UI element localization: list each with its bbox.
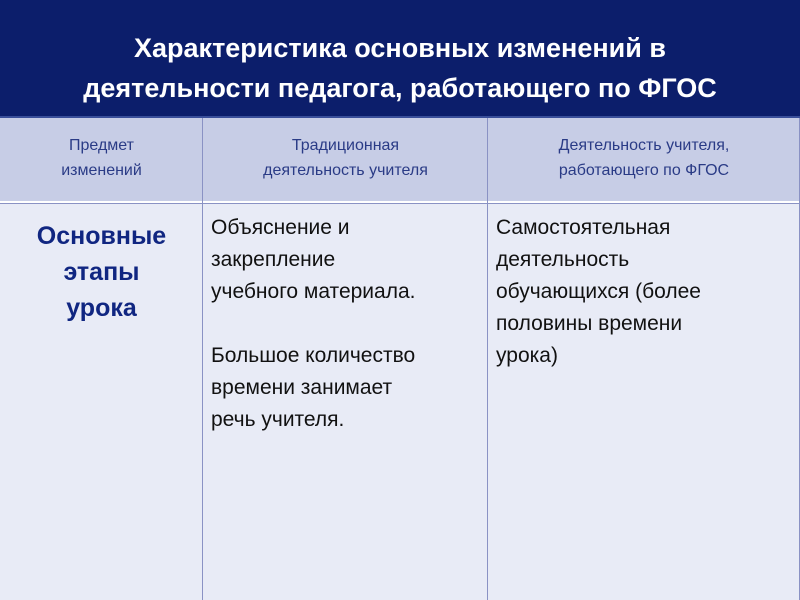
cell-text: деятельность <box>496 248 630 271</box>
cell-text: Объяснение и <box>211 216 350 239</box>
cell-text: учебного материала. <box>211 280 416 303</box>
fgos-paragraph <box>496 212 794 372</box>
subject-text: урока <box>66 294 137 322</box>
cell-text: Самостоятельная <box>496 216 671 239</box>
cell-text: закрепление <box>211 248 336 271</box>
column-divider <box>487 118 488 600</box>
header-cell-subject <box>0 118 203 202</box>
header-text: Предмет <box>69 137 134 154</box>
header-cell-fgos <box>488 118 800 202</box>
cell-text: половины времени <box>496 312 683 335</box>
page-title-line-2: деятельности педагога, работающего по ФГОС <box>83 73 717 103</box>
row-fgos-cell <box>488 202 800 600</box>
header-cell-traditional <box>203 118 488 202</box>
header-text: работающего по ФГОС <box>558 162 730 179</box>
header-text: Традиционная <box>291 137 400 154</box>
title-bar <box>0 0 800 118</box>
subject-text: Основные <box>36 222 167 250</box>
comparison-table <box>0 118 800 600</box>
row-traditional-cell <box>203 202 488 600</box>
traditional-paragraph-1 <box>211 212 482 308</box>
subject-text: этапы <box>63 258 140 286</box>
row-divider <box>0 203 800 204</box>
traditional-paragraph-2 <box>211 340 482 436</box>
header-text: Деятельность учителя, <box>558 137 730 154</box>
column-divider <box>202 118 203 600</box>
cell-text: урока) <box>496 344 558 367</box>
row-subject-cell <box>0 202 203 600</box>
header-text: изменений <box>61 162 142 179</box>
header-text: деятельность учителя <box>263 162 428 179</box>
page-title-line-1: Характеристика основных изменений в <box>134 33 666 63</box>
cell-text: речь учителя. <box>211 408 345 431</box>
cell-text: Большое количество <box>211 344 416 367</box>
cell-text: времени занимает <box>211 376 393 399</box>
cell-text: обучающихся (более <box>496 280 701 303</box>
